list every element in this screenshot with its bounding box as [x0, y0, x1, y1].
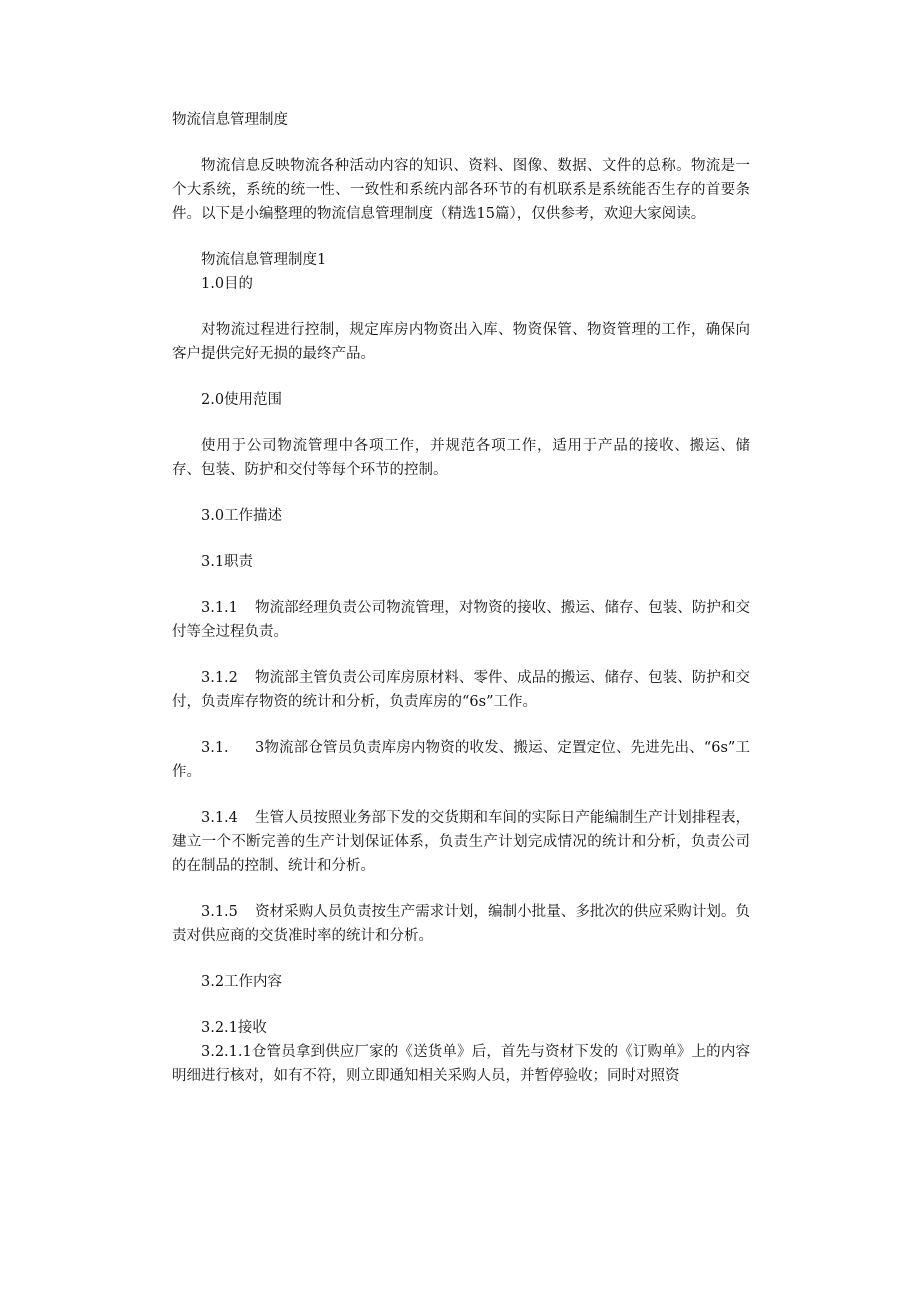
clause-number: 3.1.4	[201, 810, 238, 826]
clause-number: 3.1.1	[201, 600, 238, 616]
clause-number: 3.1.5	[201, 904, 238, 920]
clause-3-1-2	[172, 666, 750, 714]
clause-text: 物流部经理负责公司物流管理，对物资的接收、搬运、储存、包装、防护和交付等全过程负责。	[172, 600, 750, 640]
scope-paragraph: 使用于公司物流管理中各项工作，并规范各项工作，适用于产品的接收、搬运、储存、包装、防护和交付等每个环节的控制。	[172, 438, 750, 478]
clause-text: 生管人员按照业务部下发的交货期和车间的实际日产能编制生产计划排程表，建立一个不断完善的生产计划保证体系，负责生产计划完成情况的统计和分析，负责公司的在制品的控制、统计和分析。	[172, 810, 750, 874]
clause-text: 资材采购人员负责按生产需求计划，编制小批量、多批次的供应采购计划。负责对供应商的交货准时率的统计和分析。	[172, 904, 750, 944]
receiving-heading: 3.2.1接收	[201, 1020, 267, 1036]
clause-3-1-3	[172, 736, 750, 784]
document-title: 物流信息管理制度	[172, 112, 288, 128]
work-description-heading: 3.0工作描述	[201, 508, 283, 524]
work-content-heading: 3.2工作内容	[201, 974, 283, 990]
clause-3-1-1	[172, 596, 750, 644]
purpose-heading: 1.0目的	[201, 276, 254, 292]
document-body	[172, 108, 750, 1088]
purpose-paragraph: 对物流过程进行控制，规定库房内物资出入库、物资保管、物资管理的工作，确保向客户提供完好无损的最终产品。	[172, 322, 750, 362]
clause-3-1-4	[172, 806, 750, 878]
clause-text: 物流部主管负责公司库房原材料、零件、成品的搬运、储存、包装、防护和交付，负责库存物资的统计和分析，负责库房的“6s”工作。	[172, 670, 750, 710]
clause-3-2-1-1: 3.2.1.1仓管员拿到供应厂家的《送货单》后，首先与资材下发的《订购单》上的内容明细进行核对，如有不符，则立即通知相关采购人员，并暂停验收；同时对照资	[172, 1044, 750, 1084]
responsibilities-heading: 3.1职责	[201, 554, 254, 570]
clause-3-1-5	[172, 900, 750, 948]
intro-paragraph: 物流信息反映物流各种活动内容的知识、资料、图像、数据、文件的总称。物流是一个大系统，系统的统一性、一致性和系统内部各环节的有机联系是系统能否生存的首要条件。以下是小编整理的物流信息管理制度（精选15篇），仅供参考，欢迎大家阅读。	[172, 158, 750, 222]
clause-number: 3.1.	[201, 740, 229, 756]
clause-number: 3.1.2	[201, 670, 238, 686]
clause-text: 3物流部仓管员负责库房内物资的收发、搬运、定置定位、先进先出、“6s”工作。	[172, 740, 750, 780]
section-title: 物流信息管理制度1	[201, 252, 327, 268]
scope-heading: 2.0使用范围	[201, 392, 283, 408]
